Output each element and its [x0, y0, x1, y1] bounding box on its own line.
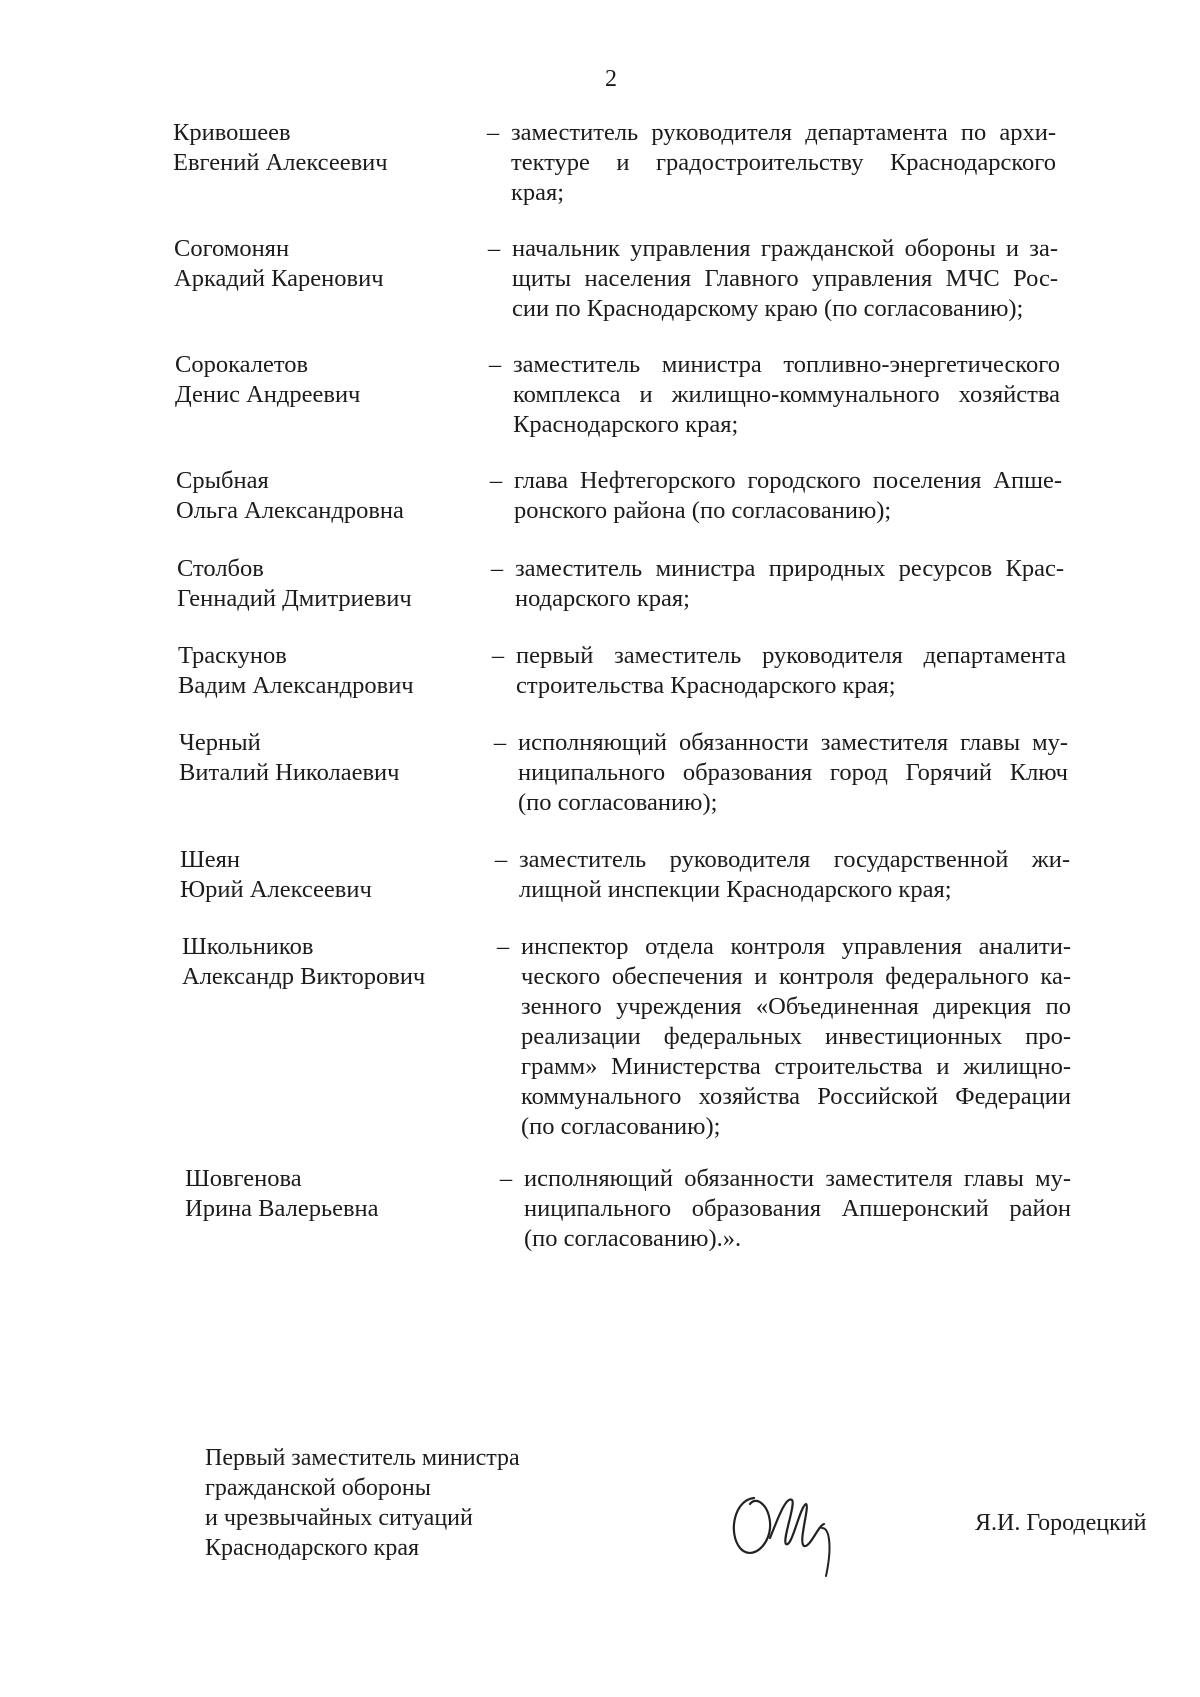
member-role [513, 350, 1060, 440]
member-role-line: глава Нефтегорского городского поселения Апше- [514, 467, 1062, 494]
member-role-line: начальник управления гражданской обороны и за- [512, 235, 1058, 262]
member-given-names: Виталий Николаевич [179, 759, 400, 786]
member-role-line: заместитель руководителя департамента по архи- [511, 119, 1056, 146]
member-given-names: Александр Викторович [182, 963, 426, 990]
member-role-line: щиты населения Главного управления МЧС Рос- [512, 265, 1058, 292]
member-given-names: Денис Андреевич [175, 381, 361, 408]
member-role [514, 466, 1062, 526]
page-number: 2 [605, 66, 617, 92]
member-role-line: сии по Краснодарскому краю (по согласованию); [512, 295, 1024, 322]
member-dash: – [496, 933, 510, 960]
member-name [174, 234, 474, 294]
member-role-line: (по согласованию); [521, 1113, 721, 1140]
member-surname: Шеян [180, 846, 240, 873]
member-surname: Срыбная [176, 467, 269, 494]
signature-position-line: и чрезвычайных ситуаций [205, 1505, 473, 1531]
member-role [515, 554, 1064, 614]
member-role-line: (по согласованию).». [524, 1225, 742, 1252]
member-role [516, 641, 1066, 701]
member-role-line: нодарского края; [515, 585, 690, 612]
member-role-line: коммунального хозяйства Российской Федерации [521, 1083, 1071, 1110]
member-name [178, 641, 478, 701]
member-role [524, 1164, 1071, 1254]
member-role-line: лищной инспекции Краснодарского края; [519, 876, 952, 903]
member-role-line: первый заместитель руководителя департамента [516, 642, 1066, 669]
member-given-names: Ирина Валерьевна [185, 1195, 379, 1222]
member-given-names: Вадим Александрович [178, 672, 414, 699]
member-role-line: ниципального образования Апшеронский район [524, 1195, 1071, 1222]
member-dash: – [491, 642, 505, 669]
member-role [521, 932, 1071, 1142]
member-surname: Столбов [177, 555, 264, 582]
member-name [173, 118, 473, 178]
member-dash: – [489, 467, 503, 494]
handwritten-signature [726, 1478, 856, 1578]
member-role-line: заместитель руководителя государственной жи- [519, 846, 1070, 873]
member-role [519, 845, 1070, 905]
member-name [176, 466, 476, 526]
member-role-line: зенного учреждения «Объединенная дирекция по [521, 993, 1071, 1020]
member-dash: – [493, 729, 507, 756]
member-dash: – [490, 555, 504, 582]
signer-name: Я.И. Городецкий [975, 1510, 1147, 1536]
member-name [180, 845, 480, 905]
member-given-names: Геннадий Дмитриевич [177, 585, 412, 612]
member-dash: – [494, 846, 508, 873]
member-surname: Сорокалетов [175, 351, 309, 378]
member-surname: Кривошеев [173, 119, 291, 146]
member-role-line: исполняющий обязанности заместителя главы му- [518, 729, 1068, 756]
member-dash: – [499, 1165, 513, 1192]
member-role-line: грамм» Министерства строительства и жилищно- [521, 1053, 1071, 1080]
member-role-line: края; [511, 179, 565, 206]
member-dash: – [487, 235, 501, 262]
signature-position-line: Первый заместитель министра [205, 1445, 520, 1471]
member-dash: – [486, 119, 500, 146]
member-role-line: комплекса и жилищно-коммунального хозяйства [513, 381, 1060, 408]
member-dash: – [488, 351, 502, 378]
member-name [185, 1164, 485, 1224]
signature-position-line: Краснодарского края [205, 1535, 420, 1561]
member-role-line: ческого обеспечения и контроля федерального ка- [521, 963, 1071, 990]
member-name [175, 350, 475, 410]
member-role-line: Краснодарского края; [513, 411, 739, 438]
member-name [179, 728, 479, 788]
signature-position [205, 1443, 520, 1563]
member-name [182, 932, 482, 992]
member-role-line: ронского района (по согласованию); [514, 497, 892, 524]
member-name [177, 554, 477, 614]
member-role-line: реализации федеральных инвестиционных про- [521, 1023, 1071, 1050]
member-surname: Согомонян [174, 235, 290, 262]
member-given-names: Юрий Алексеевич [180, 876, 372, 903]
member-role-line: заместитель министра природных ресурсов Крас- [515, 555, 1064, 582]
member-role [511, 118, 1056, 208]
member-surname: Школьников [182, 933, 314, 960]
member-given-names: Ольга Александровна [176, 497, 404, 524]
member-surname: Черный [179, 729, 261, 756]
member-given-names: Аркадий Каренович [174, 265, 384, 292]
signature-position-line: гражданской обороны [205, 1475, 431, 1501]
member-role-line: инспектор отдела контроля управления аналити- [521, 933, 1071, 960]
member-role-line: исполняющий обязанности заместителя главы му- [524, 1165, 1071, 1192]
member-role-line: ниципального образования город Горячий Ключ [518, 759, 1068, 786]
member-role [518, 728, 1068, 818]
member-role [512, 234, 1058, 324]
member-surname: Траскунов [178, 642, 287, 669]
member-role-line: заместитель министра топливно-энергетического [513, 351, 1060, 378]
member-role-line: тектуре и градостроительству Краснодарского [511, 149, 1056, 176]
member-given-names: Евгений Алексеевич [173, 149, 388, 176]
member-role-line: строительства Краснодарского края; [516, 672, 896, 699]
member-surname: Шовгенова [185, 1165, 302, 1192]
member-role-line: (по согласованию); [518, 789, 718, 816]
